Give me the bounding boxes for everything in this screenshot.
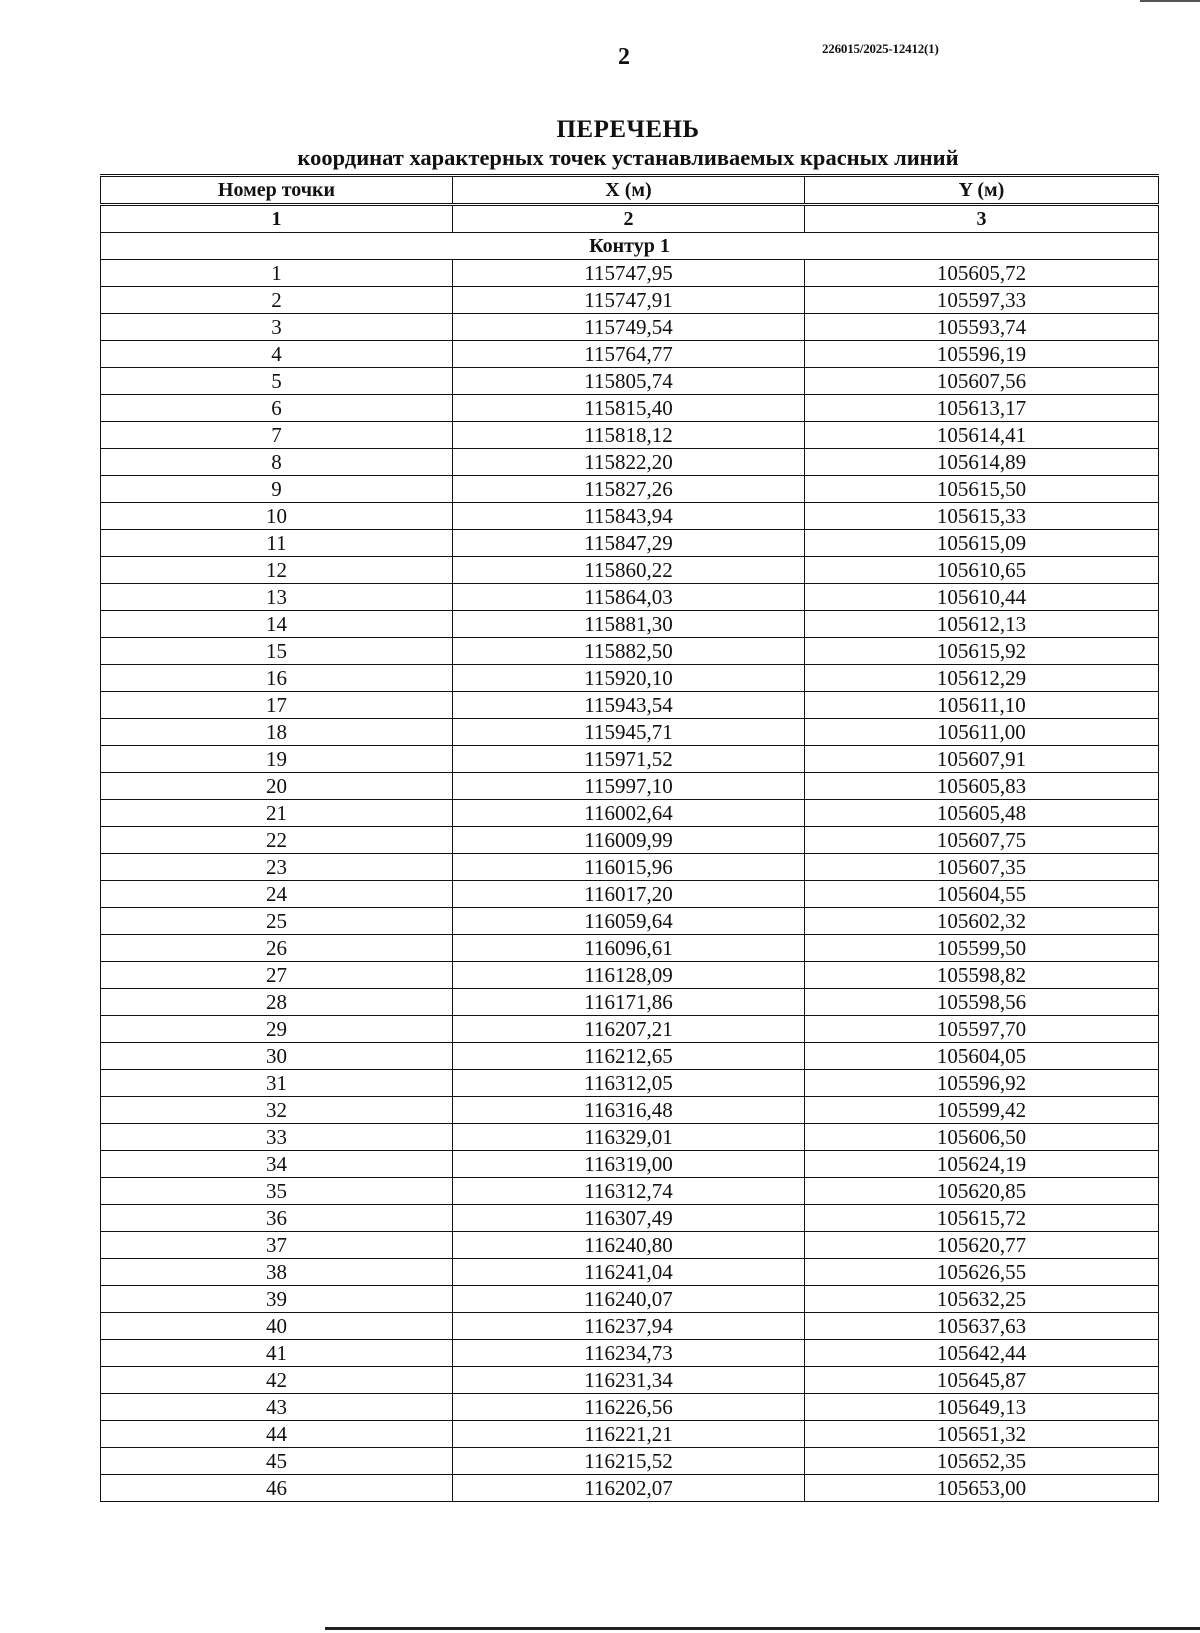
y-coordinate: 105604,55	[805, 881, 1159, 908]
table-row	[101, 989, 1159, 1016]
table-row	[101, 314, 1159, 341]
table-row	[101, 611, 1159, 638]
point-number: 30	[101, 1043, 453, 1070]
y-coordinate: 105624,19	[805, 1151, 1159, 1178]
y-coordinate: 105605,48	[805, 800, 1159, 827]
y-coordinate: 105611,00	[805, 719, 1159, 746]
table-row	[101, 854, 1159, 881]
x-coordinate: 116226,56	[453, 1394, 805, 1421]
table-row	[101, 1205, 1159, 1232]
x-coordinate: 116316,48	[453, 1097, 805, 1124]
y-coordinate: 105607,56	[805, 368, 1159, 395]
x-coordinate: 116009,99	[453, 827, 805, 854]
point-number: 35	[101, 1178, 453, 1205]
x-coordinate: 115747,91	[453, 287, 805, 314]
x-coordinate: 116096,61	[453, 935, 805, 962]
y-coordinate: 105615,33	[805, 503, 1159, 530]
point-number: 1	[101, 260, 453, 287]
point-number: 31	[101, 1070, 453, 1097]
point-number: 14	[101, 611, 453, 638]
table-row	[101, 368, 1159, 395]
contour-label: Контур 1	[101, 233, 1159, 260]
x-coordinate: 115822,20	[453, 449, 805, 476]
y-coordinate: 105651,32	[805, 1421, 1159, 1448]
table-row	[101, 260, 1159, 287]
y-coordinate: 105593,74	[805, 314, 1159, 341]
x-coordinate: 115805,74	[453, 368, 805, 395]
point-number: 39	[101, 1286, 453, 1313]
table-row	[101, 1097, 1159, 1124]
y-coordinate: 105649,13	[805, 1394, 1159, 1421]
point-number: 4	[101, 341, 453, 368]
contour-row	[101, 233, 1159, 260]
point-number: 5	[101, 368, 453, 395]
table-row	[101, 1286, 1159, 1313]
y-coordinate: 105596,19	[805, 341, 1159, 368]
y-coordinate: 105637,63	[805, 1313, 1159, 1340]
x-coordinate: 116015,96	[453, 854, 805, 881]
y-coordinate: 105632,25	[805, 1286, 1159, 1313]
y-coordinate: 105615,72	[805, 1205, 1159, 1232]
point-number: 10	[101, 503, 453, 530]
table-row	[101, 719, 1159, 746]
table-row	[101, 395, 1159, 422]
x-coordinate: 115971,52	[453, 746, 805, 773]
x-coordinate: 115764,77	[453, 341, 805, 368]
point-number: 21	[101, 800, 453, 827]
table-row	[101, 1016, 1159, 1043]
x-coordinate: 116231,34	[453, 1367, 805, 1394]
table-row	[101, 503, 1159, 530]
table-body	[101, 205, 1159, 1502]
y-coordinate: 105599,50	[805, 935, 1159, 962]
x-coordinate: 115882,50	[453, 638, 805, 665]
table-row	[101, 665, 1159, 692]
point-number: 28	[101, 989, 453, 1016]
table-row	[101, 287, 1159, 314]
table-row	[101, 341, 1159, 368]
y-coordinate: 105605,83	[805, 773, 1159, 800]
table-row	[101, 422, 1159, 449]
x-coordinate: 115843,94	[453, 503, 805, 530]
y-coordinate: 105615,92	[805, 638, 1159, 665]
x-coordinate: 116171,86	[453, 989, 805, 1016]
column-number-3: 3	[805, 205, 1159, 233]
y-coordinate: 105605,72	[805, 260, 1159, 287]
table-row	[101, 1394, 1159, 1421]
point-number: 8	[101, 449, 453, 476]
point-number: 20	[101, 773, 453, 800]
table-row	[101, 1475, 1159, 1502]
point-number: 41	[101, 1340, 453, 1367]
y-coordinate: 105596,92	[805, 1070, 1159, 1097]
y-coordinate: 105620,77	[805, 1232, 1159, 1259]
table-row	[101, 449, 1159, 476]
point-number: 18	[101, 719, 453, 746]
x-coordinate: 115943,54	[453, 692, 805, 719]
point-number: 13	[101, 584, 453, 611]
point-number: 24	[101, 881, 453, 908]
point-number: 36	[101, 1205, 453, 1232]
table-row	[101, 1124, 1159, 1151]
table-row	[101, 881, 1159, 908]
point-number: 23	[101, 854, 453, 881]
page-number: 2	[618, 44, 630, 70]
table-row	[101, 1367, 1159, 1394]
y-coordinate: 105615,09	[805, 530, 1159, 557]
table-row	[101, 1151, 1159, 1178]
table-row	[101, 1421, 1159, 1448]
x-coordinate: 116240,80	[453, 1232, 805, 1259]
table-row	[101, 800, 1159, 827]
table-row	[101, 1232, 1159, 1259]
point-number: 37	[101, 1232, 453, 1259]
point-number: 43	[101, 1394, 453, 1421]
point-number: 38	[101, 1259, 453, 1286]
header-point-number: Номер точки	[101, 176, 453, 205]
x-coordinate: 115847,29	[453, 530, 805, 557]
x-coordinate: 116202,07	[453, 1475, 805, 1502]
x-coordinate: 115864,03	[453, 584, 805, 611]
table-row	[101, 1259, 1159, 1286]
x-coordinate: 115997,10	[453, 773, 805, 800]
point-number: 12	[101, 557, 453, 584]
x-coordinate: 116212,65	[453, 1043, 805, 1070]
point-number: 40	[101, 1313, 453, 1340]
x-coordinate: 116240,07	[453, 1286, 805, 1313]
x-coordinate: 116312,74	[453, 1178, 805, 1205]
table-header-row	[101, 176, 1159, 205]
table-row	[101, 584, 1159, 611]
table-row	[101, 1070, 1159, 1097]
point-number: 26	[101, 935, 453, 962]
point-number: 27	[101, 962, 453, 989]
table-row	[101, 908, 1159, 935]
point-number: 2	[101, 287, 453, 314]
y-coordinate: 105606,50	[805, 1124, 1159, 1151]
table-row	[101, 1313, 1159, 1340]
point-number: 3	[101, 314, 453, 341]
table-row	[101, 638, 1159, 665]
y-coordinate: 105612,29	[805, 665, 1159, 692]
y-coordinate: 105597,33	[805, 287, 1159, 314]
x-coordinate: 116241,04	[453, 1259, 805, 1286]
coordinates-table	[100, 174, 1159, 1502]
x-coordinate: 116319,00	[453, 1151, 805, 1178]
y-coordinate: 105614,89	[805, 449, 1159, 476]
y-coordinate: 105611,10	[805, 692, 1159, 719]
y-coordinate: 105614,41	[805, 422, 1159, 449]
x-coordinate: 116215,52	[453, 1448, 805, 1475]
y-coordinate: 105598,56	[805, 989, 1159, 1016]
x-coordinate: 115860,22	[453, 557, 805, 584]
x-coordinate: 115747,95	[453, 260, 805, 287]
table-row	[101, 1043, 1159, 1070]
table-row	[101, 1178, 1159, 1205]
y-coordinate: 105598,82	[805, 962, 1159, 989]
table-row	[101, 692, 1159, 719]
table-row	[101, 962, 1159, 989]
x-coordinate: 116059,64	[453, 908, 805, 935]
page-bottom-rule	[325, 1627, 1200, 1630]
point-number: 44	[101, 1421, 453, 1448]
column-number-1: 1	[101, 205, 453, 233]
x-coordinate: 115881,30	[453, 611, 805, 638]
table-row	[101, 746, 1159, 773]
point-number: 7	[101, 422, 453, 449]
header-y: Y (м)	[805, 176, 1159, 205]
x-coordinate: 116329,01	[453, 1124, 805, 1151]
point-number: 34	[101, 1151, 453, 1178]
point-number: 32	[101, 1097, 453, 1124]
y-coordinate: 105626,55	[805, 1259, 1159, 1286]
x-coordinate: 116002,64	[453, 800, 805, 827]
x-coordinate: 115749,54	[453, 314, 805, 341]
y-coordinate: 105597,70	[805, 1016, 1159, 1043]
point-number: 11	[101, 530, 453, 557]
y-coordinate: 105653,00	[805, 1475, 1159, 1502]
table-row	[101, 1340, 1159, 1367]
point-number: 42	[101, 1367, 453, 1394]
x-coordinate: 116017,20	[453, 881, 805, 908]
point-number: 33	[101, 1124, 453, 1151]
y-coordinate: 105610,65	[805, 557, 1159, 584]
point-number: 29	[101, 1016, 453, 1043]
point-number: 19	[101, 746, 453, 773]
x-coordinate: 116128,09	[453, 962, 805, 989]
table-row	[101, 557, 1159, 584]
x-coordinate: 115818,12	[453, 422, 805, 449]
x-coordinate: 116234,73	[453, 1340, 805, 1367]
x-coordinate: 115945,71	[453, 719, 805, 746]
table-row	[101, 476, 1159, 503]
header-x: X (м)	[453, 176, 805, 205]
y-coordinate: 105610,44	[805, 584, 1159, 611]
y-coordinate: 105620,85	[805, 1178, 1159, 1205]
y-coordinate: 105642,44	[805, 1340, 1159, 1367]
y-coordinate: 105607,91	[805, 746, 1159, 773]
table-row	[101, 935, 1159, 962]
point-number: 6	[101, 395, 453, 422]
point-number: 46	[101, 1475, 453, 1502]
y-coordinate: 105615,50	[805, 476, 1159, 503]
point-number: 45	[101, 1448, 453, 1475]
y-coordinate: 105652,35	[805, 1448, 1159, 1475]
column-number-2: 2	[453, 205, 805, 233]
table-row	[101, 530, 1159, 557]
scan-edge-mark	[1140, 0, 1200, 2]
y-coordinate: 105599,42	[805, 1097, 1159, 1124]
x-coordinate: 116312,05	[453, 1070, 805, 1097]
x-coordinate: 116207,21	[453, 1016, 805, 1043]
y-coordinate: 105607,35	[805, 854, 1159, 881]
point-number: 25	[101, 908, 453, 935]
page-title: ПЕРЕЧЕНЬ	[556, 116, 700, 143]
x-coordinate: 115827,26	[453, 476, 805, 503]
point-number: 22	[101, 827, 453, 854]
x-coordinate: 116237,94	[453, 1313, 805, 1340]
point-number: 16	[101, 665, 453, 692]
x-coordinate: 116307,49	[453, 1205, 805, 1232]
y-coordinate: 105602,32	[805, 908, 1159, 935]
point-number: 17	[101, 692, 453, 719]
column-number-row	[101, 205, 1159, 233]
table-row	[101, 1448, 1159, 1475]
point-number: 15	[101, 638, 453, 665]
y-coordinate: 105604,05	[805, 1043, 1159, 1070]
page-subtitle: координат характерных точек устанавливаемых красных линий	[297, 145, 959, 170]
y-coordinate: 105612,13	[805, 611, 1159, 638]
y-coordinate: 105645,87	[805, 1367, 1159, 1394]
document-reference: 226015/2025-12412(1)	[822, 41, 939, 56]
y-coordinate: 105613,17	[805, 395, 1159, 422]
table-row	[101, 827, 1159, 854]
point-number: 9	[101, 476, 453, 503]
x-coordinate: 115920,10	[453, 665, 805, 692]
x-coordinate: 115815,40	[453, 395, 805, 422]
y-coordinate: 105607,75	[805, 827, 1159, 854]
table-row	[101, 773, 1159, 800]
x-coordinate: 116221,21	[453, 1421, 805, 1448]
